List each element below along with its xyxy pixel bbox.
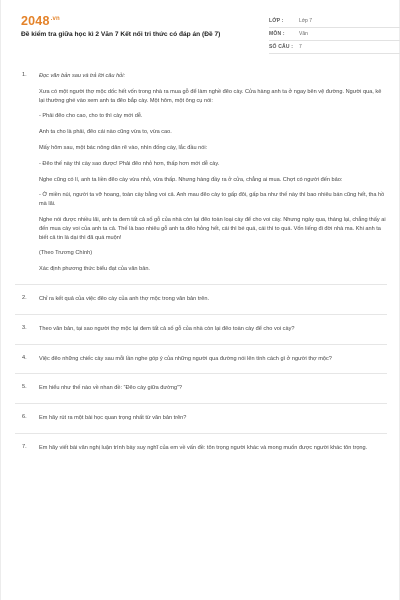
divider <box>15 284 387 285</box>
question-text: Em hãy rút ra một bài học quan trọng nhất từ văn bản trên? <box>39 415 187 422</box>
meta-label-class: LỚP : <box>269 18 284 24</box>
meta-value-class: Lớp 7 <box>299 18 313 24</box>
passage-paragraph: Mấy hôm sau, một bác nông dân rẽ vào, nhìn đống cày, lắc đầu nói: <box>39 144 208 151</box>
question-number: 7. <box>22 443 27 450</box>
question-text: Việc đẽo những chiếc cày sau mỗi lần nghe góp ý của những người qua đường nói lên tính cách gì ở người thợ mộc? <box>39 355 332 362</box>
passage-paragraph: Nghe nói được nhiều lãi, anh ta đem tất cả số gỗ của nhà còn lại đẽo toàn loại cày để cho voi cày. Nhưng ngày qua, tháng lại, chẳng thấy ai đến mua cày voi của anh ta cả. Thế là bao nhiêu gỗ anh ta đẽo hỏng hết, cái thì bé quá, cái thì to quá. Vốn liếng đi đời nhà ma. Khi anh ta biết cả tin là dại thì đã quá muộn! <box>39 216 386 241</box>
divider <box>15 344 387 345</box>
meta-label-count: SỐ CÂU : <box>269 44 294 50</box>
question-number: 5. <box>22 384 27 391</box>
divider <box>15 373 387 374</box>
passage-paragraph: Anh ta cho là phải, đẽo cái nào cũng vừa to, vừa cao. <box>39 129 172 136</box>
meta-row-class <box>269 15 400 28</box>
site-logo[interactable] <box>21 14 60 28</box>
question-5 <box>15 384 387 393</box>
question-number: 1. <box>22 72 27 78</box>
question-number: 3. <box>22 324 27 331</box>
meta-row-subject <box>269 28 400 41</box>
logo-text: 2048 <box>21 14 50 28</box>
question-1 <box>15 72 387 274</box>
question-6 <box>15 414 387 423</box>
passage-paragraph: - Ở miền núi, người ta vỡ hoang, toàn cày bằng voi cả. Anh mau đẽo cày to gấp đôi, gấp ba như thế này thì bao nhiêu bán cũng hết, tha hồ mà lãi. <box>39 192 385 208</box>
document-header <box>15 12 387 56</box>
question-text: Theo văn bản, tại sao người thợ mộc lại đem tất cả số gỗ của nhà còn lại đẽo toàn cày để cho voi cày? <box>39 325 295 332</box>
question-2 <box>15 295 387 304</box>
question-3 <box>15 325 387 334</box>
question-text: Em hiểu như thế nào về nhan đề: “Đẽo cày giữa đường”? <box>39 385 183 392</box>
page-title: Đề kiểm tra giữa học kì 2 Văn 7 Kết nối tri thức có đáp án (Đề 7) <box>21 31 221 38</box>
meta-value-count: 7 <box>299 44 302 50</box>
passage-paragraph: Xưa có một người thợ mộc dốc hết vốn trong nhà ra mua gỗ để làm nghề đẽo cày. Cửa hàng anh ta ở ngay bên vệ đường. Người qua, kẻ lại thường ghé vào xem anh ta đẽo bắp cày. Một hôm, một ông cụ nói: <box>39 88 382 104</box>
question-prompt: Xác định phương thức biểu đạt của văn bản. <box>39 266 150 273</box>
question-text: Chỉ ra kết quả của việc đẽo cày của anh thợ mộc trong văn bản trên. <box>39 295 210 302</box>
question-number: 2. <box>22 294 27 301</box>
question-number: 4. <box>22 354 27 361</box>
passage-paragraph: Nghe cũng có lí, anh ta liền đẽo cày vừa nhỏ, vừa thấp. Nhưng hàng đầy ra ở cửa, chẳng ai mua. Chợt có người đến bảo: <box>39 176 343 183</box>
question-text: Em hãy viết bài văn nghị luận trình bày suy nghĩ của em về vấn đề: tôn trọng người khác và mong muốn được người khác tôn trọng. <box>39 444 368 451</box>
divider <box>15 403 387 404</box>
question-list <box>15 72 387 463</box>
passage-paragraph: - Phải đẽo cho cao, cho to thì cày mới dễ. <box>39 113 143 120</box>
passage-paragraph: - Đẽo thế này thì cày sao được! Phải đẽo nhỏ hơn, thấp hơn mới dễ cày. <box>39 160 220 167</box>
passage-source: (Theo Trương Chính) <box>39 250 93 257</box>
meta-value-subject: Văn <box>299 31 308 37</box>
question-7 <box>15 444 387 453</box>
meta-label-subject: MÔN : <box>269 31 285 37</box>
meta-row-count <box>269 41 400 54</box>
divider <box>15 314 387 315</box>
question-4 <box>15 355 387 364</box>
logo-suffix: .vn <box>50 15 60 22</box>
question-number: 6. <box>22 414 27 421</box>
question-instruction: Đọc văn bản sau và trả lời câu hỏi: <box>39 73 126 79</box>
meta-table <box>269 15 400 54</box>
divider <box>15 433 387 434</box>
